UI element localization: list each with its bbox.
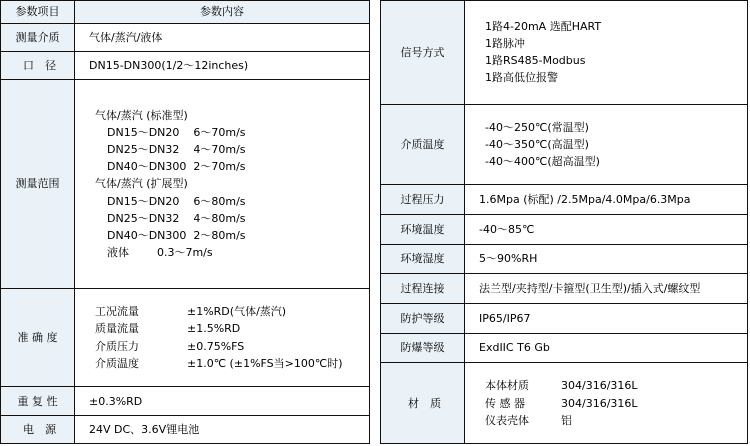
material-value: 304/316/316L [561,379,638,393]
row-label-repeatability: 重 复 性 [1,387,75,415]
row-value-material [465,363,748,444]
row-label-protection-class: 防护等级 [381,303,465,333]
range-line: DN40～DN300 2～80m/s [107,228,246,242]
row-value-signal [465,1,748,105]
accuracy-key: 质量流量 [95,322,139,336]
left-header-col2: 参数内容 [75,1,370,24]
row-label-ambient-temp: 环境温度 [381,215,465,245]
material-item [471,377,741,394]
row-value-ambient-temp: -40～85℃ [465,215,748,245]
row-value-repeatability: ±0.3%RD [75,387,370,415]
row-label-process-pressure: 过程压力 [381,185,465,215]
row-value-accuracy [75,288,370,387]
row-label-process-connection: 过程连接 [381,274,465,304]
accuracy-value: ±0.75%FS [187,339,245,353]
table-row [1,80,370,288]
medium-temp-line: -40～250℃(常温型) [485,121,589,134]
row-value-ambient-humidity: 5～90%RH [465,244,748,274]
row-label-medium-temp: 介质温度 [381,104,465,185]
table-row [1,1,370,24]
accuracy-value: ±1.5%RD [187,322,241,336]
row-label-range: 测量范围 [1,80,75,288]
row-label-medium: 测量介质 [1,24,75,52]
medium-temp-line: -40～350℃(高温型) [485,138,589,152]
table-row [1,52,370,80]
row-value-power: 24V DC、3.6V锂电池 [75,415,370,443]
material-item [471,412,741,429]
signal-line: 1路4-20mA 选配HART [485,20,602,34]
range-line: DN15～DN20 6～80m/s [107,194,246,208]
row-label-material: 材 质 [381,363,465,444]
row-label-diameter: 口 径 [1,52,75,80]
range-line: DN40～DN300 2～70m/s [107,160,246,174]
accuracy-item [81,303,363,320]
accuracy-value: ±1.0℃ (±1%FS当>100℃时) [187,356,343,370]
range-line: 液体 0.3～7m/s [107,245,213,259]
row-label-accuracy: 准 确 度 [1,288,75,387]
row-value-medium: 气体/蒸汽/液体 [75,24,370,52]
accuracy-item [81,338,363,355]
row-value-protection-class: IP65/IP67 [465,303,748,333]
accuracy-key: 介质压力 [95,339,139,353]
signal-line: 1路脉冲 [485,37,525,51]
accuracy-value: ±1%RD(气体/蒸汽) [187,305,287,319]
medium-temp-line: -40～400℃(超高温型) [485,155,600,169]
table-row [1,288,370,387]
table-row [381,274,748,304]
row-label-power: 电 源 [1,415,75,443]
accuracy-item [81,355,363,372]
material-value: 铝 [561,413,572,427]
signal-line: 1路高低位报警 [485,71,558,85]
right-parameter-table [380,0,748,444]
table-row [1,415,370,443]
material-key: 本体材质 [485,379,529,393]
left-header-col1: 参数项目 [1,1,75,24]
row-value-medium-temp [465,104,748,185]
table-row [381,215,748,245]
table-row [381,185,748,215]
row-label-signal: 信号方式 [381,1,465,105]
row-label-ambient-humidity: 环境湿度 [381,244,465,274]
table-row [1,24,370,52]
row-value-diameter: DN15-DN300(1/2～12inches) [75,52,370,80]
row-value-process-connection: 法兰型/夹持型/卡箍型(卫生型)/插入式/螺纹型 [465,274,748,304]
table-row [1,387,370,415]
accuracy-key: 工况流量 [95,305,139,319]
row-value-range [75,80,370,288]
table-row [381,104,748,185]
table-row [381,303,748,333]
table-row [381,1,748,105]
signal-line: 1路RS485-Modbus [485,54,586,68]
material-value: 304/316/316L [561,396,638,410]
left-parameter-table [0,0,370,444]
row-label-explosion-class: 防爆等级 [381,333,465,363]
accuracy-key: 介质温度 [95,356,139,370]
range-line: DN25～DN32 4～70m/s [107,143,246,157]
range-line: DN25～DN32 4～80m/s [107,211,246,225]
table-row [381,244,748,274]
range-line: 气体/蒸汽 (扩展型) [95,177,188,191]
material-key: 仪表壳体 [485,413,529,427]
material-item [471,395,741,412]
row-value-process-pressure: 1.6Mpa (标配) /2.5Mpa/4.0Mpa/6.3Mpa [465,185,748,215]
range-line: DN15～DN20 6～70m/s [107,126,246,140]
accuracy-item [81,320,363,337]
material-key: 传 感 器 [485,396,525,410]
range-line: 气体/蒸汽 (标准型) [95,109,188,123]
table-row [381,363,748,444]
row-value-explosion-class: ExdIIC T6 Gb [465,333,748,363]
table-row [381,333,748,363]
